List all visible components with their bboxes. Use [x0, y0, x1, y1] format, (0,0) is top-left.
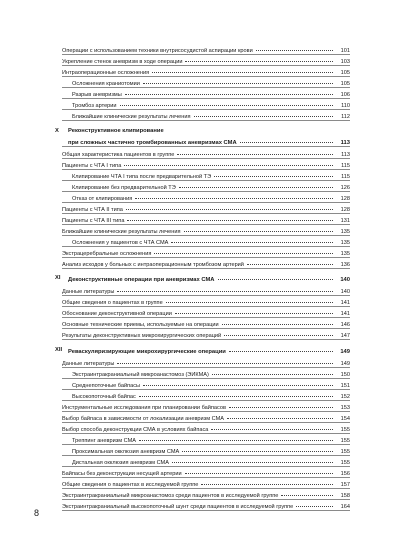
toc-entry — [62, 402, 350, 411]
toc-entry — [62, 380, 350, 389]
toc-rule — [62, 339, 350, 340]
toc-entry — [62, 413, 350, 422]
toc-rule — [62, 76, 350, 77]
toc-page-number: 105 — [340, 69, 350, 76]
toc-entry-title: Общие сведения о пациентах в группе — [62, 299, 163, 306]
dot-leader — [166, 297, 333, 304]
toc-entry-title: Данные литературы — [62, 288, 115, 295]
dot-leader — [154, 248, 333, 255]
toc-entry — [62, 358, 350, 367]
toc-entry-title: Осложнения краниотомии — [72, 80, 140, 87]
page-number: 8 — [34, 508, 40, 518]
toc-rule — [62, 136, 350, 137]
dot-leader — [201, 479, 333, 486]
toc-page-number: 155 — [340, 459, 350, 466]
toc-page-number: 141 — [340, 299, 350, 306]
toc-page-number: 115 — [341, 162, 350, 169]
toc-chapter-heading — [55, 346, 350, 355]
dot-leader — [139, 391, 333, 398]
toc-page-number: 105 — [340, 80, 350, 87]
dot-leader — [227, 413, 333, 420]
toc-entry — [62, 237, 350, 246]
toc-entry — [62, 182, 350, 191]
toc-rule — [62, 191, 350, 192]
chapter-number: XII — [55, 346, 63, 353]
toc-entry — [62, 78, 350, 87]
dot-leader — [212, 369, 333, 376]
toc-entry — [62, 111, 350, 120]
toc-entry — [62, 330, 350, 339]
toc-rule — [62, 87, 350, 88]
toc-entry — [62, 319, 350, 328]
dot-leader — [218, 274, 334, 281]
toc-page-number: 164 — [340, 503, 350, 510]
toc-entry-title: Операции с использованием техники внутрисосудистой аспирации крови — [62, 47, 253, 54]
toc-entry-title: Пациенты с ЧТА III типа — [62, 217, 125, 224]
toc-page-number: 135 — [340, 239, 350, 246]
toc-rule — [62, 146, 350, 147]
toc-entry-title: Выбор способа деконструкции СМА в условиях байпаса — [62, 426, 209, 433]
toc-page-number: 106 — [340, 91, 350, 98]
dot-leader — [184, 226, 333, 233]
toc-rule — [62, 378, 350, 379]
toc-chapter-heading — [55, 274, 350, 283]
toc-entry-title: Клипирование ЧТА I типа после предварительной ТЭ — [72, 173, 212, 180]
toc-entry-title: Клипирование без предварительной ТЭ — [72, 184, 176, 191]
dot-leader — [139, 435, 333, 442]
toc-entry — [62, 226, 350, 235]
toc-entry — [62, 286, 350, 295]
toc-rule — [62, 109, 350, 110]
dot-leader — [117, 286, 333, 293]
toc-entry — [62, 479, 350, 488]
toc-entry — [62, 457, 350, 466]
toc-entry — [62, 248, 350, 257]
toc-page-number: 140 — [340, 288, 350, 295]
toc-entry-title: Пациенты с ЧТА I типа — [62, 162, 122, 169]
dot-leader — [211, 424, 333, 431]
toc-page-number: 155 — [340, 437, 350, 444]
toc-page-number: 131 — [340, 217, 350, 224]
toc-rule — [62, 257, 350, 258]
toc-rule — [62, 283, 350, 284]
toc-rule — [62, 328, 350, 329]
toc-entry-title: Треппинг аневризм СМА — [72, 437, 137, 444]
toc-entry — [62, 149, 350, 158]
toc-rule — [62, 54, 350, 55]
dot-leader — [185, 56, 333, 63]
toc-entry-title: Пациенты с ЧТА II типа — [62, 206, 123, 213]
toc-entry — [62, 100, 350, 109]
toc-page-number: 149 — [340, 360, 350, 367]
toc-entry-title: Ближайшие клинические результаты лечения — [72, 113, 191, 120]
dot-leader — [143, 78, 333, 85]
toc-rule — [62, 246, 350, 247]
dot-leader — [296, 501, 333, 508]
toc-entry-title: Анализ исходов у больных с интраоперационным тромбозом артерий — [62, 261, 244, 268]
toc-entry — [62, 67, 350, 76]
toc-rule — [62, 477, 350, 478]
toc-entry — [62, 391, 350, 400]
dot-leader — [229, 346, 333, 353]
toc-entry — [62, 204, 350, 213]
toc-entry — [62, 490, 350, 499]
toc-page-number: 155 — [340, 426, 350, 433]
toc-rule — [62, 65, 350, 66]
toc-rule — [62, 213, 350, 214]
toc-page-number: 151 — [340, 382, 350, 389]
toc-page-number: 149 — [340, 348, 350, 355]
toc-rule — [62, 488, 350, 489]
toc-entry — [62, 171, 350, 180]
toc-entry — [62, 193, 350, 202]
toc-entry-title: Данные литературы — [62, 360, 115, 367]
dot-leader — [222, 319, 333, 326]
toc-page-number: 140 — [340, 276, 350, 283]
toc-entry — [62, 435, 350, 444]
toc-rule — [62, 224, 350, 225]
toc-rule — [62, 355, 350, 356]
dot-leader — [117, 358, 333, 365]
toc-rule — [62, 306, 350, 307]
toc-entry-title: Общая характеристика пациентов в группе — [62, 151, 175, 158]
toc-rule — [62, 268, 350, 269]
toc-rule — [62, 317, 350, 318]
toc-rule — [62, 422, 350, 423]
dot-leader — [194, 111, 333, 118]
toc-entry — [62, 424, 350, 433]
toc-entry — [62, 56, 350, 65]
toc-page-number: 135 — [340, 250, 350, 257]
toc-entry — [62, 446, 350, 455]
toc-entry-title: Общие сведения о пациентах в исследуемой группе — [62, 481, 199, 488]
toc-entry-title: Инструментальные исследования при планировании байпасов — [62, 404, 226, 411]
dot-leader — [124, 160, 333, 167]
toc-entry-title: Ближайшие клинические результаты лечения — [62, 228, 181, 235]
toc-page-number: 115 — [341, 173, 350, 180]
toc-page-number: 110 — [341, 102, 350, 109]
toc-entry — [62, 259, 350, 268]
toc-entry-title: Экстраинтракраниальный высокопоточный шунт среди пациентов в исследуемой группе — [62, 503, 294, 510]
toc-page-number: 146 — [340, 321, 350, 328]
toc-rule — [62, 444, 350, 445]
toc-page-number: 128 — [340, 195, 350, 202]
toc-entry — [62, 160, 350, 169]
toc-rule — [62, 400, 350, 401]
chapter-number: XI — [55, 274, 61, 281]
toc-rule — [62, 98, 350, 99]
toc-page-number: 152 — [340, 393, 350, 400]
toc-page-number: 150 — [340, 371, 350, 378]
toc-entry — [62, 308, 350, 317]
toc-entry — [62, 215, 350, 224]
toc-rule — [62, 295, 350, 296]
toc-page-number: 103 — [340, 58, 350, 65]
toc-rule — [62, 411, 350, 412]
toc-rule — [62, 120, 350, 121]
dot-leader — [185, 468, 333, 475]
toc-entry-title: Высокопоточный байпас — [72, 393, 136, 400]
toc-rule — [62, 169, 350, 170]
toc-page-number: 153 — [340, 404, 350, 411]
toc-entry-title: Обоснование деконструктивной операции — [62, 310, 172, 317]
dot-leader — [120, 100, 333, 107]
toc-entry-title: Реваскуляризирующие микрохирургические операции — [68, 348, 226, 355]
toc-entry — [62, 369, 350, 378]
toc-entry-title: Результаты деконструктивных микрохирургических операций — [62, 332, 222, 339]
chapter-number: X — [55, 127, 59, 134]
toc-entry-title: Тромбоз артерии — [72, 102, 117, 109]
toc-rule — [62, 455, 350, 456]
toc-rule — [62, 499, 350, 500]
toc-page-number: 154 — [340, 415, 350, 422]
dot-leader — [127, 215, 333, 222]
toc-rule — [62, 180, 350, 181]
toc-page-number: 113 — [341, 151, 350, 158]
dot-leader — [177, 149, 333, 156]
toc-rule — [62, 466, 350, 467]
dot-leader — [179, 182, 333, 189]
toc-page-number: 112 — [341, 113, 350, 120]
dot-leader — [281, 490, 333, 497]
dot-leader — [214, 171, 333, 178]
toc-rule — [62, 235, 350, 236]
dot-leader — [143, 380, 333, 387]
toc-rule — [62, 367, 350, 368]
toc-page-number: 128 — [340, 206, 350, 213]
toc-chapter-heading — [55, 127, 350, 136]
toc-entry-title: Осложнения у пациентов с ЧТА СМА — [72, 239, 169, 246]
toc-entry-title: Экстраинтракраниальный микроанастомоз среди пациентов в исследуемой группе — [62, 492, 279, 499]
dot-leader — [125, 89, 333, 96]
toc-entry-title: Байпасы без деконструкции несущей артерии — [62, 470, 182, 477]
toc-entry-title: Отказ от клипирования — [72, 195, 133, 202]
toc-rule — [62, 158, 350, 159]
toc-page-number: 157 — [340, 481, 350, 488]
dot-leader — [172, 457, 333, 464]
toc-rule — [62, 510, 350, 511]
dot-leader — [135, 193, 333, 200]
toc-entry-title: Среднепоточные байпасы — [72, 382, 141, 389]
toc-page-number: 101 — [340, 47, 350, 54]
dot-leader — [182, 446, 333, 453]
dot-leader — [175, 308, 333, 315]
dot-leader — [152, 67, 333, 74]
toc-entry-title: Разрыв аневризмы — [72, 91, 122, 98]
toc-entry — [62, 501, 350, 510]
toc-page-number: 113 — [340, 139, 350, 146]
toc-page-number: 147 — [340, 332, 350, 339]
toc-page-number: 155 — [340, 448, 350, 455]
dot-leader — [240, 137, 333, 144]
toc-entry — [62, 297, 350, 306]
toc-entry — [62, 45, 350, 54]
toc-entry-title: Дистальная окклюзия аневризм СМА — [72, 459, 169, 466]
toc-page-number: 126 — [340, 184, 350, 191]
toc-page-number: 158 — [340, 492, 350, 499]
toc-entry-title: Основные технические приемы, используемые на операции — [62, 321, 219, 328]
dot-leader — [126, 204, 333, 211]
toc-entry — [62, 468, 350, 477]
toc-entry-title: Экстраинтракраниальный микроанастомоз (ЭИКМА) — [72, 371, 209, 378]
toc-entry — [62, 137, 350, 146]
toc-entry-title: Укрепление стенок аневризм в ходе операции — [62, 58, 183, 65]
dot-leader — [247, 259, 333, 266]
toc-page-number: 136 — [340, 261, 350, 268]
toc-entry-title: Реконструктивное клипирование — [68, 127, 164, 134]
toc-entry-title: Проксимальная окклюзия аневризм СМА — [72, 448, 180, 455]
toc-entry-title: при сложных частично тромбированных аневризмах СМА — [68, 139, 237, 146]
toc-entry-title: Деконструктивные операции при аневризмах СМА — [68, 276, 215, 283]
toc-rule — [62, 389, 350, 390]
toc-page-number: 135 — [340, 228, 350, 235]
toc-entry — [62, 89, 350, 98]
toc-rule — [62, 202, 350, 203]
toc-page-number: 156 — [340, 470, 350, 477]
dot-leader — [171, 237, 333, 244]
toc-entry-title: Интраоперационные осложнения — [62, 69, 150, 76]
dot-leader — [229, 402, 333, 409]
dot-leader — [224, 330, 333, 337]
toc-entry-title: Экстрацеребральные осложнения — [62, 250, 152, 257]
toc-rule — [62, 433, 350, 434]
dot-leader — [256, 45, 333, 52]
toc-page-number: 141 — [340, 310, 350, 317]
toc-entry-title: Выбор байпаса в зависимости от локализации аневризм СМА — [62, 415, 225, 422]
